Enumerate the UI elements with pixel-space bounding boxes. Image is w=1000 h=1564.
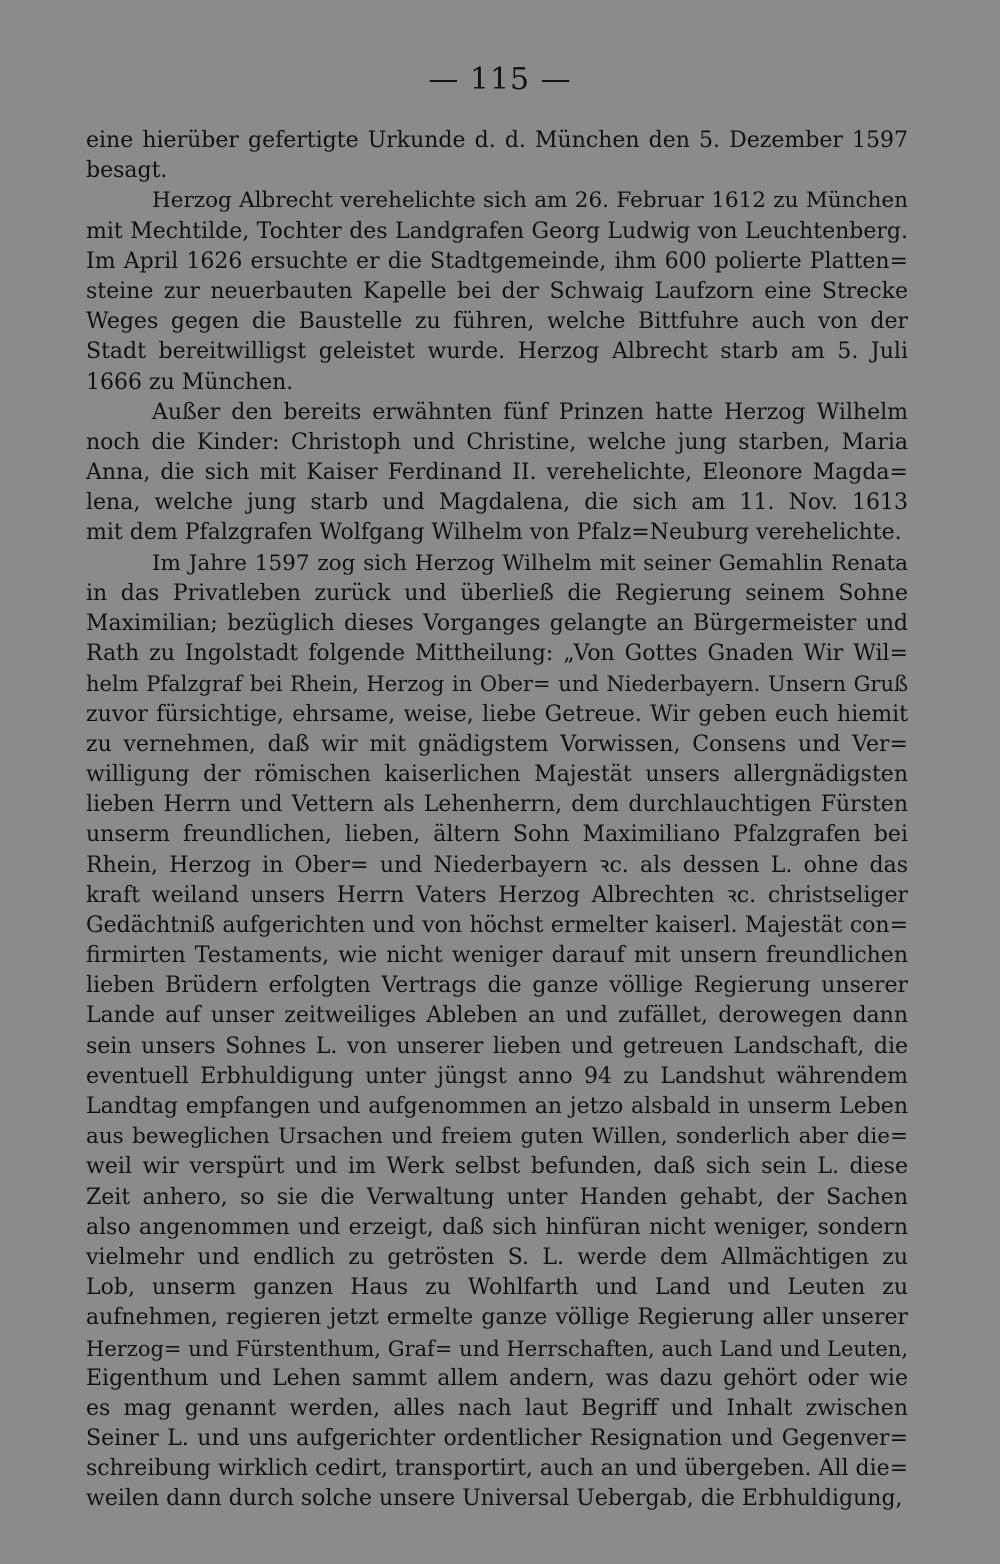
text-line: besagt.	[86, 158, 168, 184]
text-line: Anna, die sich mit Kaiser Ferdinand II. verehelichte, Eleonore Magda=	[86, 460, 908, 486]
text-line: firmirten Testaments, wie nicht weniger darauf mit unsern freundlichen	[86, 943, 908, 969]
paragraph	[86, 186, 908, 397]
text-line: mit dem Pfalzgrafen Wolfgang Wilhelm von Pfalz=Neuburg verehelichte.	[86, 520, 902, 546]
text-line: Maximilian; bezüglich dieses Vorganges gelangte an Bürgermeister und	[86, 611, 908, 636]
body-text	[86, 126, 908, 1515]
text-line: noch die Kinder: Christoph und Christine, welche jung starben, Maria	[86, 429, 908, 455]
text-line: eine hierüber gefertigte Urkunde d. d. München den 5. Dezember 1597	[86, 128, 908, 153]
text-line: aus beweglichen Ursachen und freiem guten Willen, sonderlich aber die=	[86, 1124, 908, 1150]
text-line: aufnehmen, regieren jetzt ermelte ganze völlige Regierung aller unserer	[86, 1305, 908, 1331]
text-line: willigung der römischen kaiserlichen Majestät unsers allergnädigsten	[86, 761, 908, 787]
text-line: Herzog Albrecht verehelichte sich am 26. Februar 1612 zu München	[152, 188, 908, 214]
text-line: Im Jahre 1597 zog sich Herzog Wilhelm mit seiner Gemahlin Renata	[152, 550, 908, 576]
text-line: Weges gegen die Baustelle zu führen, welche Bittfuhre auch von der	[86, 309, 908, 335]
text-line: Herzog= und Fürstenthum, Graf= und Herrschaften, auch Land und Leuten,	[86, 1336, 908, 1361]
text-line: Rhein, Herzog in Ober= und Niederbayern ꝛc. als dessen L. ohne das	[86, 852, 908, 878]
text-line: Seiner L. und uns aufgerichter ordentlicher Resignation und Gegenver=	[86, 1426, 908, 1452]
text-line: eventuell Erbhuldigung unter jüngst anno 94 zu Landshut währendem	[86, 1063, 908, 1089]
text-line: mit Mechtilde, Tochter des Landgrafen Georg Ludwig von Leuchtenberg.	[86, 218, 908, 244]
text-line: 1666 zu München.	[86, 369, 294, 395]
text-line: lieben Herrn und Vettern als Lehenherrn, dem durchlauchtigen Fürsten	[86, 792, 908, 818]
text-line: vielmehr und endlich zu getrösten S. L. werde dem Allmächtigen zu	[86, 1244, 908, 1270]
text-line: helm Pfalzgraf bei Rhein, Herzog in Ober= und Niederbayern. Unsern Gruß	[86, 672, 908, 697]
paragraph	[86, 126, 908, 186]
text-line: zuvor fürsichtige, ehrsame, weise, liebe Getreue. Wir geben euch hiemit	[86, 701, 908, 727]
text-line: Eigenthum und Lehen sammt allem andern, was dazu gehört oder wie	[86, 1365, 908, 1391]
text-line: steine zur neuerbauten Kapelle bei der Schwaig Laufzorn eine Strecke	[86, 278, 908, 304]
text-line: Außer den bereits erwähnten fünf Prinzen hatte Herzog Wilhelm	[152, 399, 908, 425]
page-number: — 115 —	[428, 62, 572, 97]
text-line: schreibung wirklich cedirt, transportirt, auch an und übergeben. All die=	[86, 1456, 908, 1482]
text-line: lieben Brüdern erfolgten Vertrags die ganze völlige Regierung unserer	[86, 973, 908, 999]
text-line: zu vernehmen, daß wir mit gnädigstem Vorwissen, Consens und Ver=	[86, 731, 908, 757]
text-line: Zeit anhero, so sie die Verwaltung unter Handen gehabt, der Sachen	[86, 1184, 908, 1210]
text-line: Gedächtniß aufgerichten und von höchst ermelter kaiserl. Majestät con=	[86, 912, 908, 938]
text-line: weilen dann durch solche unsere Universal Uebergab, die Erbhuldigung,	[86, 1486, 903, 1512]
text-line: Rath zu Ingolstadt folgende Mittheilung: „Von Gottes Gnaden Wir Wil=	[86, 641, 908, 667]
text-line: Landtag empfangen und aufgenommen an jetzo alsbald in unserm Leben	[86, 1094, 908, 1119]
text-line: Lande auf unser zeitweiliges Ableben an und zufället, derowegen dann	[86, 1003, 908, 1029]
paragraph	[86, 549, 908, 1515]
text-line: lena, welche jung starb und Magdalena, die sich am 11. Nov. 1613	[86, 490, 908, 516]
text-line: Stadt bereitwilligst geleistet wurde. Herzog Albrecht starb am 5. Juli	[86, 339, 908, 365]
text-line: es mag genannt werden, alles nach laut Begriff und Inhalt zwischen	[86, 1395, 908, 1421]
text-line: Im April 1626 ersuchte er die Stadtgemeinde, ihm 600 polierte Platten=	[86, 248, 908, 274]
text-line: also angenommen und erzeigt, daß sich hinfüran nicht weniger, sondern	[86, 1214, 908, 1240]
text-line: kraft weiland unsers Herrn Vaters Herzog Albrechten ꝛc. christseliger	[86, 882, 908, 908]
paragraph	[86, 398, 908, 549]
text-line: weil wir verspürt und im Werk selbst befunden, daß sich sein L. diese	[86, 1154, 908, 1180]
text-line: unserm freundlichen, lieben, ältern Sohn Maximiliano Pfalzgrafen bei	[86, 822, 908, 848]
text-line: Lob, unserm ganzen Haus zu Wohlfarth und Land und Leuten zu	[86, 1275, 908, 1301]
text-line: in das Privatleben zurück und überließ die Regierung seinem Sohne	[86, 580, 908, 606]
text-line: sein unsers Sohnes L. von unserer lieben und getreuen Landschaft, die	[86, 1033, 908, 1059]
